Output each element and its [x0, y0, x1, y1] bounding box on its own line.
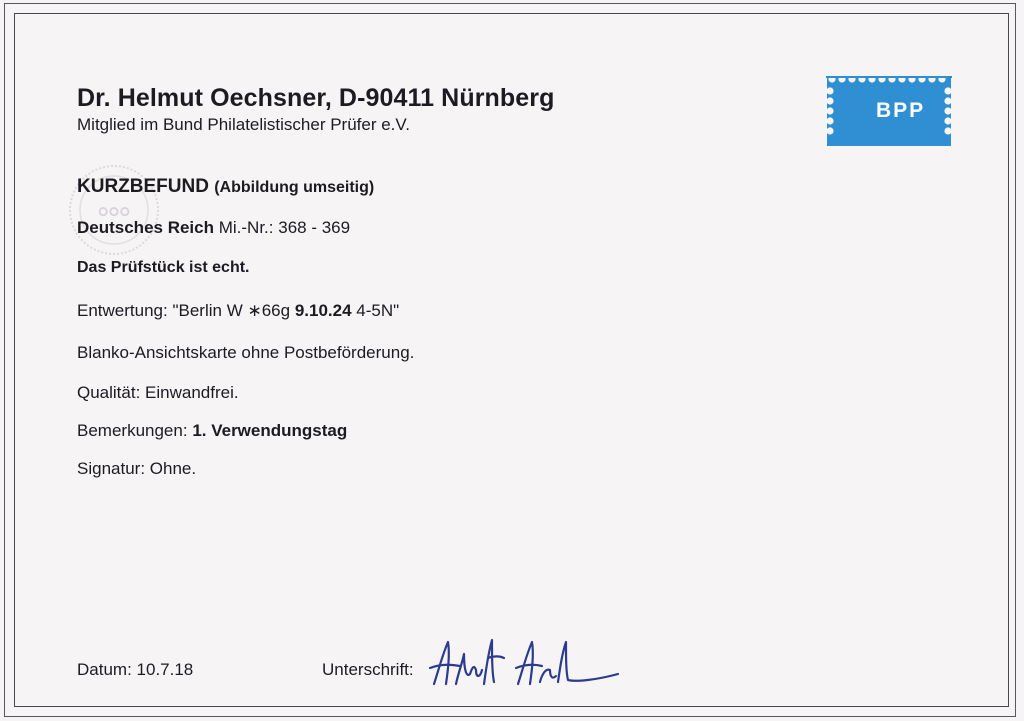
- svg-text:○○○: ○○○: [97, 201, 131, 221]
- quality-value: Einwandfrei.: [145, 383, 239, 402]
- catalog-line: [77, 218, 350, 238]
- catalog-label: Mi.-Nr.:: [218, 218, 274, 237]
- examiner-membership: Mitglied im Bund Philatelistischer Prüfer e.V.: [77, 115, 410, 134]
- heading-title: KURZBEFUND: [77, 176, 209, 197]
- examiner-name: Dr. Helmut Oechsner, D-90411 Nürnberg: [77, 84, 555, 112]
- cancellation-line: [77, 301, 399, 321]
- quality-label: Qualität:: [77, 383, 141, 402]
- catalog-value: 368 - 369: [278, 218, 351, 237]
- card-note: Blanko-Ansichtskarte ohne Postbeförderung.: [77, 343, 415, 362]
- date-value: 10.7.18: [136, 660, 194, 679]
- date-line: [77, 660, 193, 680]
- heading-note: (Abbildung umseitig): [214, 179, 375, 196]
- remarks-line: [77, 421, 347, 441]
- embossed-seal-icon: [64, 160, 164, 260]
- signatur-value: Ohne.: [149, 459, 197, 478]
- cancellation-prefix: "Berlin W ∗66g: [172, 301, 291, 320]
- remarks-value: 1. Verwendungstag: [192, 421, 348, 440]
- quality-line: [77, 383, 239, 403]
- signatur-label: Signatur:: [77, 459, 146, 478]
- cancellation-date: 9.10.24: [294, 301, 352, 320]
- verdict: Das Prüfstück ist echt.: [77, 259, 250, 276]
- handwritten-signature: [426, 634, 626, 694]
- remarks-label: Bemerkungen:: [77, 421, 188, 440]
- cancellation-label: Entwertung:: [77, 301, 168, 320]
- bpp-logo-text: BPP: [876, 99, 926, 122]
- signatur-line: [77, 459, 196, 479]
- date-label: Datum:: [77, 660, 132, 679]
- report-heading: [77, 176, 374, 198]
- cancellation-suffix: 4-5N": [356, 301, 400, 320]
- country-name: Deutsches Reich: [77, 218, 214, 237]
- signed-label: Unterschrift:: [322, 660, 414, 679]
